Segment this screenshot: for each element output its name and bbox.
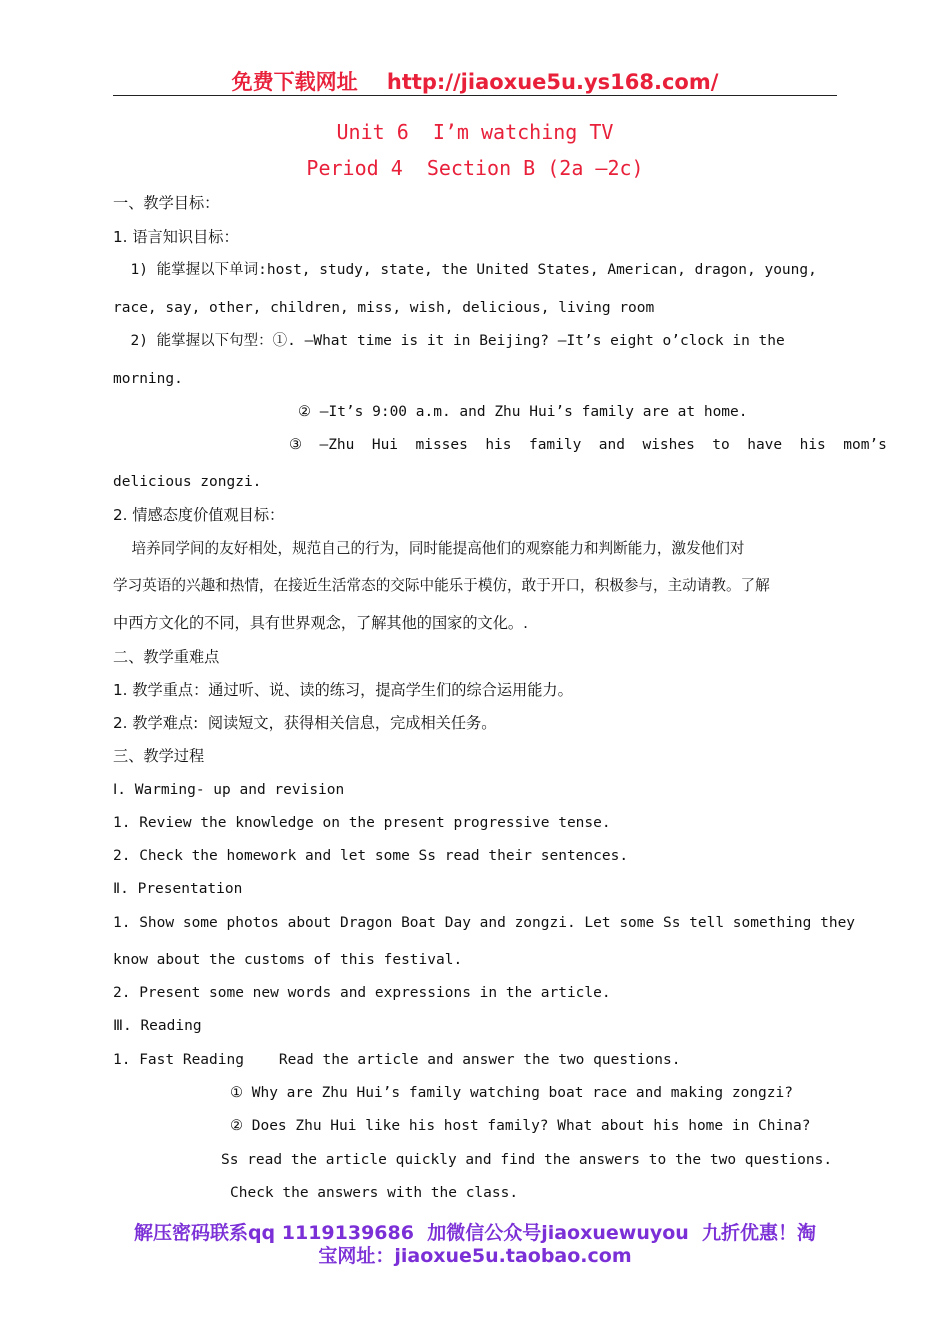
sentence-pattern-line-1: 2) 能掌握以下句型：①. —What time is it in Beijing? —It’s eight o’clock in the [113, 333, 785, 349]
key-point: 1. 教学重点：通过听、说、读的练习，提高学生们的综合运用能力。 [113, 681, 573, 699]
section-heading-objectives: 一、教学目标： [113, 194, 220, 212]
step-2-item-2: 2. Present some new words and expressions in the article. [113, 985, 611, 1001]
difficult-point: 2. 教学难点: 阅读短文，获得相关信息，完成相关任务。 [113, 714, 497, 732]
step-2-item-1-cont: know about the customs of this festival. [113, 952, 463, 968]
section-heading-process: 三、教学过程 [113, 747, 205, 765]
emotional-objectives-line-3: 中西方文化的不同，具有世界观念，了解其他的国家的文化。. [113, 614, 528, 632]
check-answers: Check the answers with the class. [230, 1185, 519, 1201]
step-1-item-1: 1. Review the knowledge on the present progressive tense. [113, 815, 611, 831]
question-2: ② Does Zhu Hui like his host family? What about his home in China? [230, 1118, 811, 1134]
step-1-item-2: 2. Check the homework and let some Ss read their sentences. [113, 848, 629, 864]
vocabulary-line-2: race, say, other, children, miss, wish, delicious, living room [113, 300, 655, 316]
site-header [0, 66, 950, 96]
sentence-pattern-3: ③ —Zhu Hui misses his family and wishes to have his mom’s [289, 437, 887, 453]
knowledge-objectives-heading: 1. 语言知识目标： [113, 228, 239, 246]
sentence-pattern-3-cont: delicious zongzi. [113, 474, 262, 490]
step-2-item-1: 1. Show some photos about Dragon Boat Day and zongzi. Let some Ss tell something they [113, 915, 856, 931]
emotional-objectives-line-2: 学习英语的兴趣和热情，在接近生活常态的交际中能乐于模仿，敢于开口，积极参与，主动请教。了解 [113, 577, 770, 594]
emotional-objectives-heading: 2. 情感态度价值观目标： [113, 506, 285, 524]
site-label: 免费下载网址 [231, 70, 358, 94]
step-2-heading: Ⅱ. Presentation [113, 881, 243, 897]
question-1: ① Why are Zhu Hui’s family watching boat race and making zongzi? [230, 1085, 793, 1101]
period-title: Period 4 Section B (2a –2c) [306, 156, 644, 180]
section-heading-key-points: 二、教学重难点 [113, 648, 220, 666]
emotional-objectives-line-1: 培养同学间的友好相处，规范自己的行为，同时能提高他们的观察能力和判断能力，激发他们对 [113, 540, 745, 557]
site-url-link[interactable]: http://jiaoxue5u.ys168.com/ [386, 70, 719, 94]
reading-instruction: Ss read the article quickly and find the answers to the two questions. [221, 1152, 833, 1168]
footer-contact-line-1: 解压密码联系qq 1119139686 加微信公众号jiaoxuewuyou 九折优惠！淘 [133, 1222, 817, 1244]
unit-title: Unit 6 I’m watching TV [336, 120, 614, 144]
sentence-pattern-line-2: morning. [113, 371, 183, 387]
vocabulary-line-1: 1) 能掌握以下单词:host, study, state, the United States, American, dragon, young, [113, 262, 817, 278]
footer-contact-line-2[interactable]: 宝网址：jiaoxue5u.taobao.com [318, 1245, 632, 1267]
step-1-heading: Ⅰ. Warming- up and revision [113, 782, 345, 798]
sentence-pattern-2: ② —It’s 9:00 a.m. and Zhu Hui’s family are at home. [298, 404, 748, 420]
step-3-item-1: 1. Fast Reading Read the article and answer the two questions. [113, 1052, 681, 1068]
step-3-heading: Ⅲ. Reading [113, 1018, 202, 1034]
header-divider [113, 95, 837, 96]
